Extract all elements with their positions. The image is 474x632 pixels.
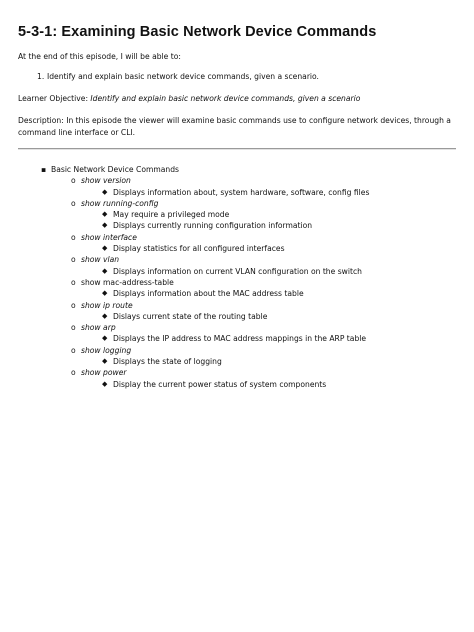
page-title: 5-3-1: Examining Basic Network Device Commands	[18, 24, 377, 40]
circle-bullet-icon: o	[71, 176, 76, 186]
command-detail	[18, 379, 458, 390]
command-detail	[18, 288, 458, 299]
objective-label: Learner Objective:	[18, 94, 88, 103]
circle-bullet-icon: o	[71, 277, 76, 287]
command-detail	[18, 187, 458, 198]
command-name: show running-config	[81, 198, 159, 208]
command-detail-text: Dislays current state of the routing table	[113, 311, 268, 321]
circle-bullet-icon: o	[71, 255, 76, 265]
goal-text: Identify and explain basic network device commands, given a scenario.	[47, 72, 319, 81]
diamond-bullet-icon: ◆	[102, 266, 108, 275]
command-detail	[18, 209, 458, 220]
intro-text: At the end of this episode, I will be able to:	[18, 52, 181, 61]
command-item	[18, 300, 458, 311]
command-detail-text: Display statistics for all configured interfaces	[113, 244, 285, 254]
document-page	[18, 22, 458, 390]
command-name: show mac-address-table	[81, 277, 174, 287]
diamond-bullet-icon: ◆	[102, 187, 108, 196]
command-item	[18, 254, 458, 265]
command-detail	[18, 333, 458, 344]
goal-item	[18, 71, 458, 83]
command-name: show arp	[81, 323, 116, 333]
command-item	[18, 345, 458, 356]
command-detail	[18, 220, 458, 231]
command-detail-text: Displays information on current VLAN configuration on the switch	[113, 266, 362, 276]
goal-number: 1.	[37, 72, 45, 81]
command-detail-text: May require a privileged mode	[113, 210, 230, 220]
circle-bullet-icon: o	[71, 323, 76, 333]
command-item	[18, 322, 458, 333]
description-text: Description: In this episode the viewer will examine basic commands use to configure network devices, through a command line interface or CLI.	[18, 116, 451, 137]
command-detail-text: Displays information about, system hardware, software, config files	[113, 187, 370, 197]
command-name: show logging	[81, 345, 132, 355]
goal-list	[18, 71, 458, 83]
command-name: show power	[81, 368, 127, 378]
diamond-bullet-icon: ◆	[102, 221, 108, 230]
command-detail-text: Displays the IP address to MAC address mappings in the ARP table	[113, 334, 367, 344]
command-detail	[18, 356, 458, 367]
circle-bullet-icon: o	[71, 300, 76, 310]
diamond-bullet-icon: ◆	[102, 244, 108, 253]
command-item	[18, 277, 458, 288]
command-detail-text: Displays currently running configuration information	[113, 221, 313, 231]
objective-text: Identify and explain basic network device commands, given a scenario	[90, 94, 361, 103]
horizontal-divider	[18, 148, 456, 150]
diamond-bullet-icon: ◆	[102, 357, 108, 366]
command-outline	[18, 164, 458, 390]
command-detail-text: Displays the state of logging	[113, 357, 222, 367]
command-name: show version	[81, 176, 131, 186]
circle-bullet-icon: o	[71, 368, 76, 378]
outline-heading-row	[18, 164, 458, 175]
command-name: show interface	[81, 232, 137, 242]
circle-bullet-icon: o	[71, 345, 76, 355]
diamond-bullet-icon: ◆	[102, 311, 108, 320]
command-item	[18, 198, 458, 209]
circle-bullet-icon: o	[71, 198, 76, 208]
diamond-bullet-icon: ◆	[102, 289, 108, 298]
diamond-bullet-icon: ◆	[102, 334, 108, 343]
diamond-bullet-icon: ◆	[102, 210, 108, 219]
command-detail	[18, 266, 458, 277]
command-detail	[18, 311, 458, 322]
circle-bullet-icon: o	[71, 232, 76, 242]
outline-heading: Basic Network Device Commands	[51, 165, 180, 174]
command-name: show ip route	[81, 300, 133, 310]
square-bullet-icon: ▪	[41, 165, 47, 174]
command-item	[18, 232, 458, 243]
command-detail-text: Displays information about the MAC address table	[113, 289, 304, 299]
command-item	[18, 367, 458, 378]
learner-objective	[18, 93, 458, 105]
command-detail-text: Display the current power status of system components	[113, 379, 327, 389]
command-item	[18, 175, 458, 186]
diamond-bullet-icon: ◆	[102, 379, 108, 388]
command-detail	[18, 243, 458, 254]
command-name: show vlan	[81, 255, 120, 265]
